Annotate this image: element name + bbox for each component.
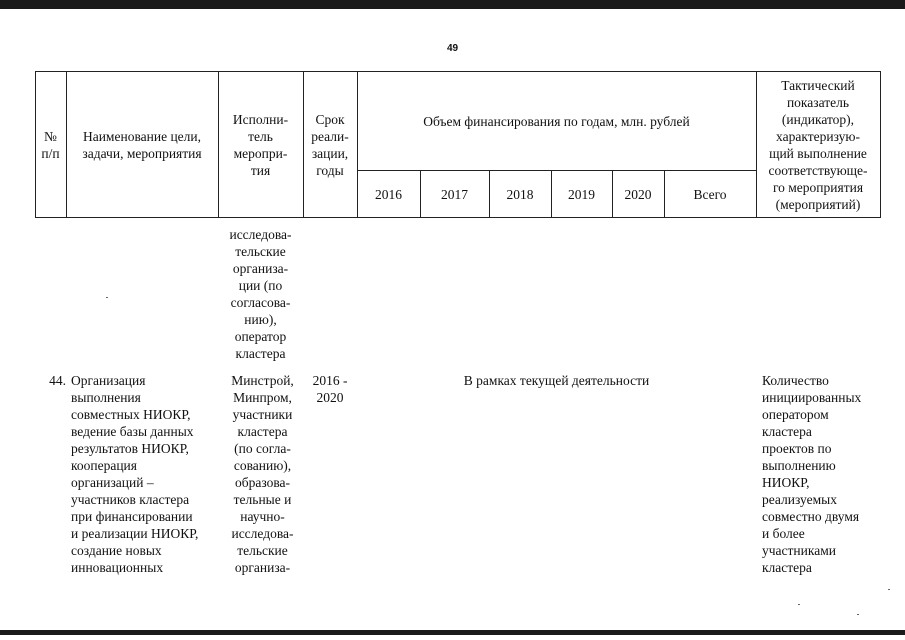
header-name: Наименование цели, задачи, мероприятия (82, 129, 202, 161)
year-2017: 2017 (441, 187, 468, 202)
continuation-executor: исследова- тельские организа- ции (по согласова- нию), оператор кластера (229, 227, 292, 361)
row44-funding: В рамках текущей деятельности (463, 373, 650, 388)
header-num: № п/п (41, 129, 60, 161)
col-line-11 (880, 71, 881, 218)
year-2018: 2018 (506, 187, 534, 202)
page-number: 49 (446, 43, 459, 54)
year-total: Всего (693, 187, 727, 202)
top-border (0, 0, 905, 9)
years-divider-line (357, 170, 756, 171)
bottom-border (0, 630, 905, 635)
table-top-line (35, 71, 881, 72)
year-2020: 2020 (624, 187, 652, 202)
scan-speck (798, 604, 800, 605)
year-2016: 2016 (375, 187, 402, 202)
scan-speck (857, 614, 859, 615)
year-2019: 2019 (568, 187, 595, 202)
row44-term: 2016 - 2020 (312, 373, 348, 405)
header-funding-title: Объем финансирования по годам, млн. рублей (423, 114, 690, 129)
header-bottom-line (35, 217, 881, 218)
scan-speck (888, 589, 890, 590)
header-indicator: Тактический показатель (индикатор), характеризую- щий выполнение соответствующе- го мероприятия (мероприятий) (768, 78, 868, 212)
header-term: Срок реали- зации, годы (311, 112, 349, 178)
header-executor: Исполни- тель меропри- тия (232, 112, 289, 178)
row44-num: 44. (49, 373, 66, 388)
scan-speck (106, 297, 108, 298)
row44-name: Организация выполнения совместных НИОКР, ведение базы данных результатов НИОКР, кооперация организаций – участников кластера при финансировании и реализации НИОКР, создание новых инновационных (71, 373, 199, 575)
row44-indicator: Количество инициированных оператором кластера проектов по выполнению НИОКР, реализуемых совместно двумя и более участниками кластера (762, 373, 862, 575)
row44-executor: Минстрой, Минпром, участники кластера (по согла- сованию), образова- тельные и научно- исследова- тельские организа- (231, 373, 294, 575)
